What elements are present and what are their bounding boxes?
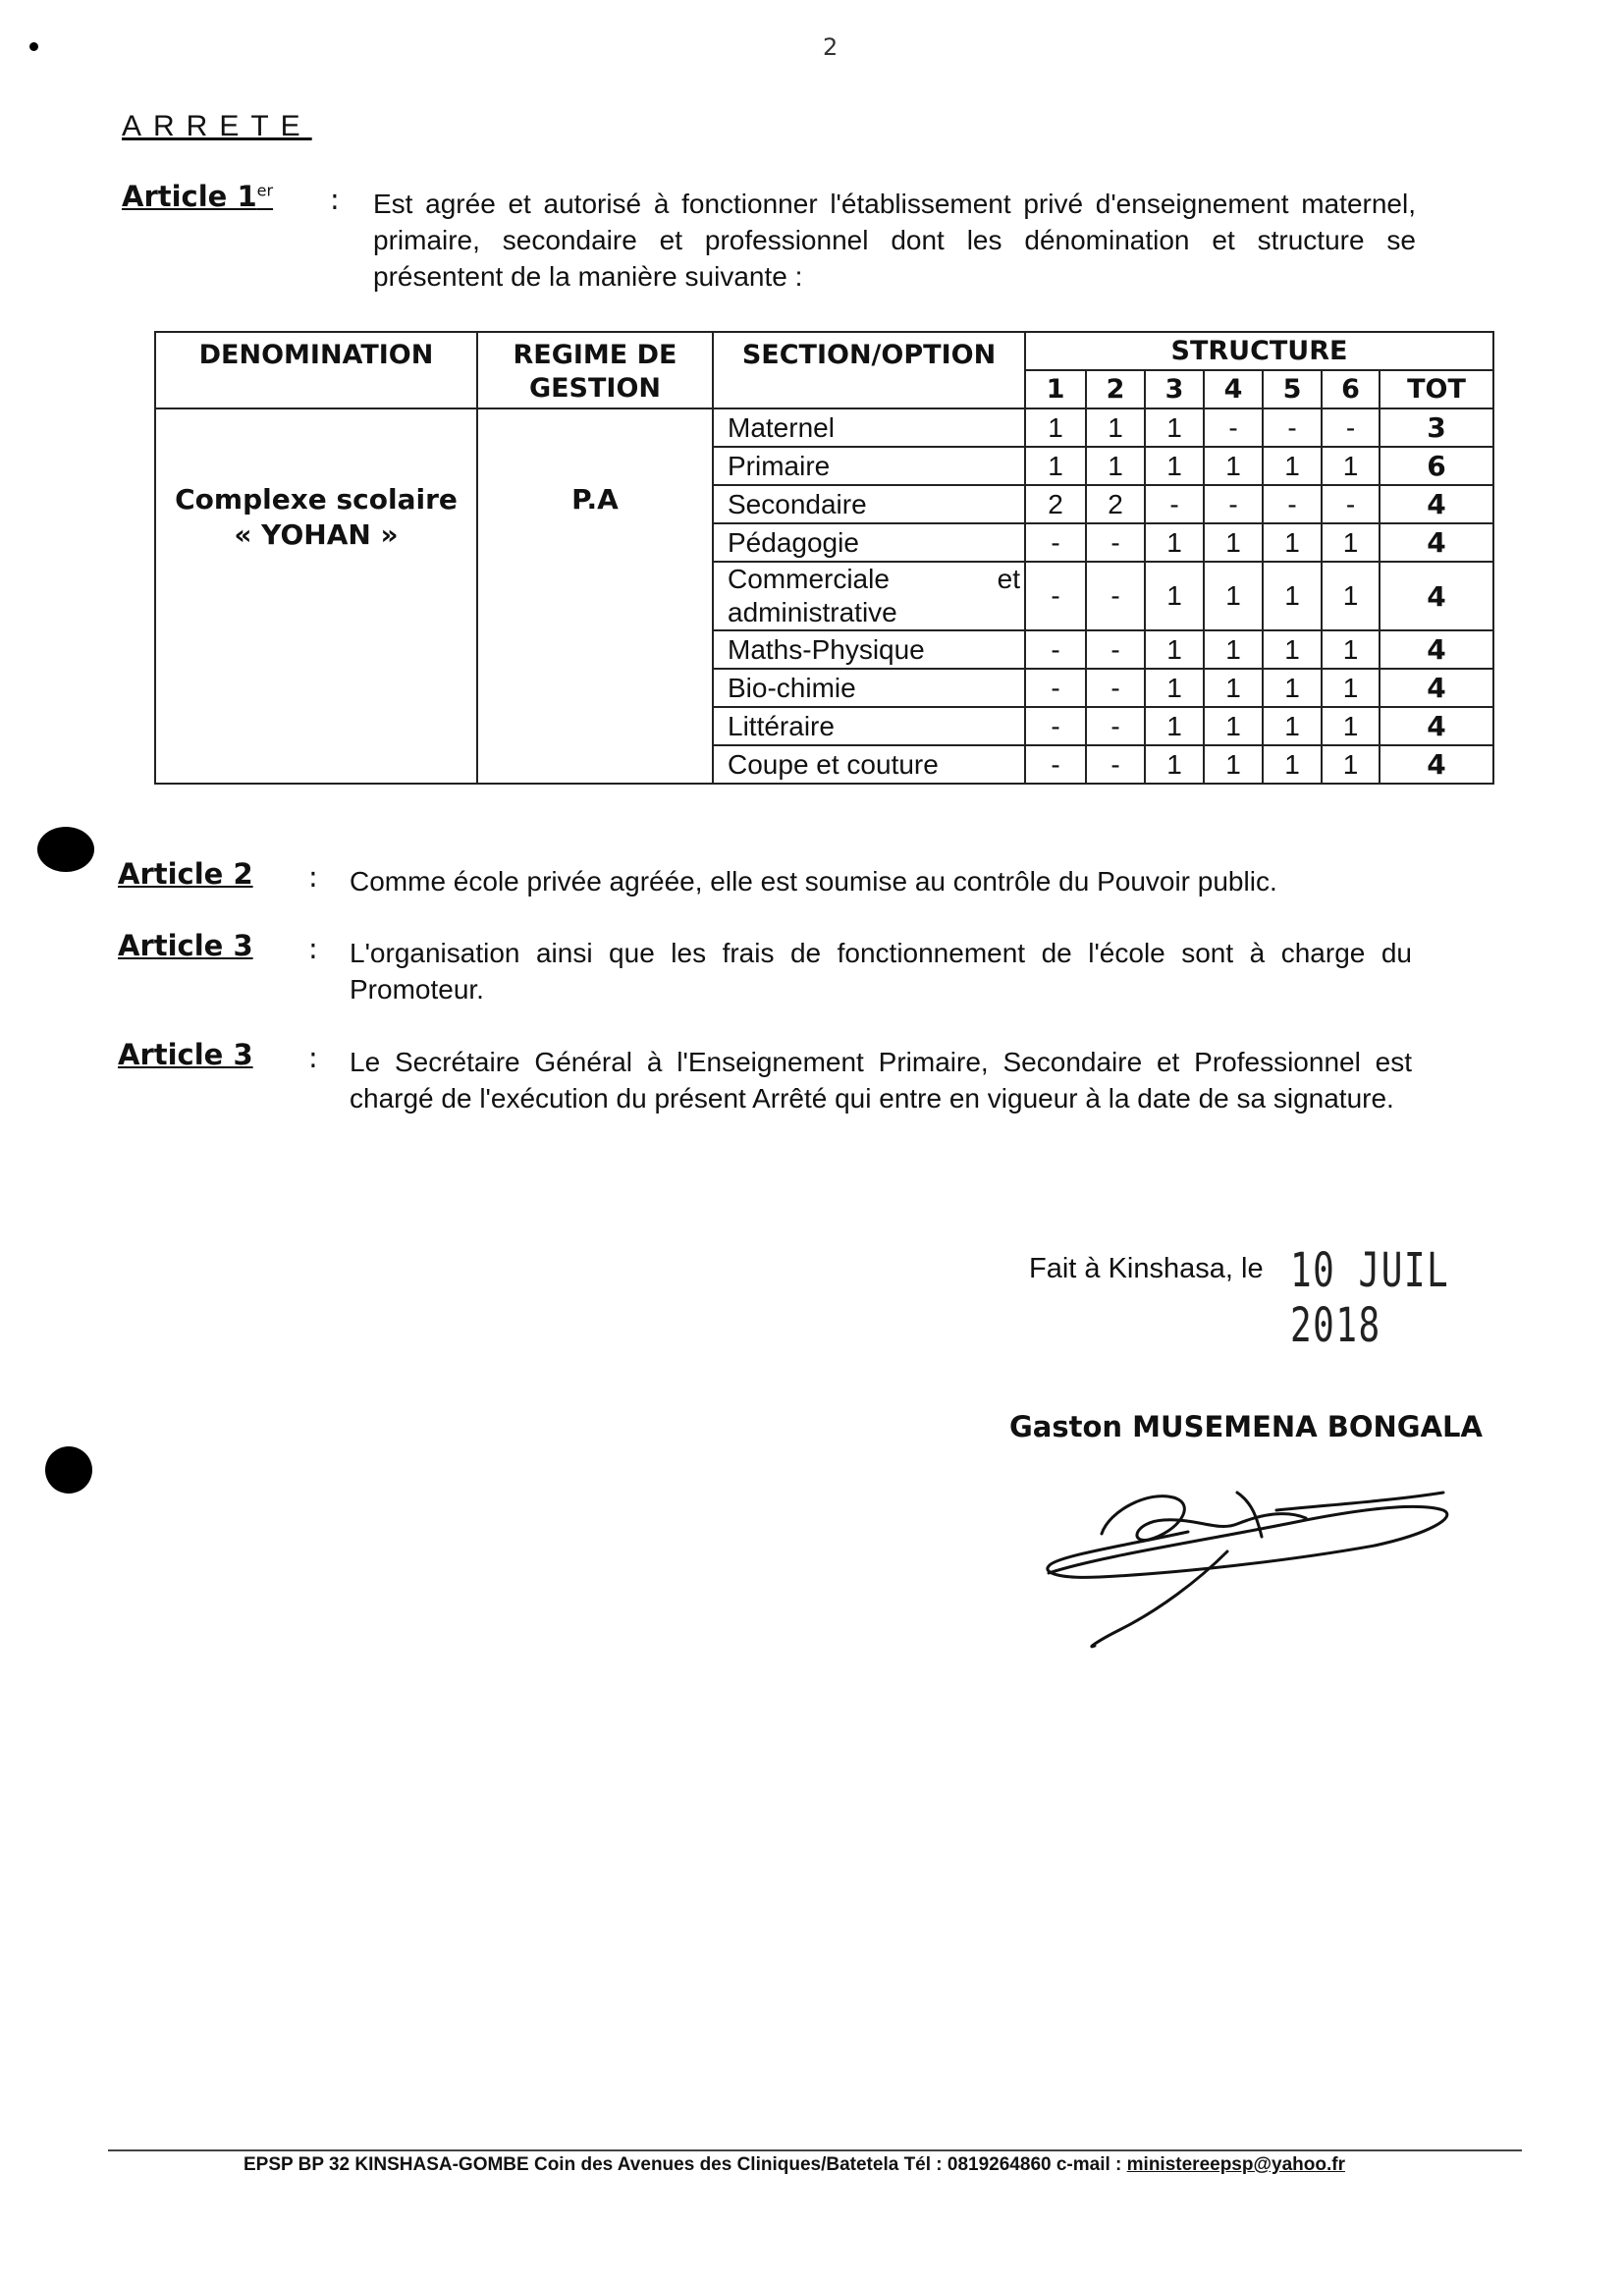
footer-email: ministereepsp@yahoo.fr [1126, 2154, 1345, 2175]
signatory-name: Gaston MUSEMENA BONGALA [1009, 1410, 1483, 1443]
header-year-6: 6 [1322, 370, 1380, 408]
total-cell: 4 [1380, 485, 1493, 523]
article-3-text: L'organisation ainsi que les frais de fonctionnement de l'école sont à charge du Promoteur. [350, 938, 1412, 1005]
footer-divider [108, 2149, 1522, 2151]
date-stamp: 10 JUIL 2018 [1290, 1243, 1450, 1353]
section-option-cell: Maternel [713, 408, 1025, 447]
article-2-text: Comme école privée agréée, elle est soumise au contrôle du Pouvoir public. [350, 866, 1277, 897]
year-count-cell: - [1025, 562, 1086, 630]
year-count-cell: 1 [1145, 669, 1204, 707]
year-count-cell: - [1263, 408, 1322, 447]
article-3-second-text: Le Secrétaire Général à l'Enseignement Primaire, Secondaire et Professionnel est chargé de l'exécution du présent Arrêté qui entre en vigueur à la date de sa signature. [350, 1047, 1412, 1114]
page-number: 2 [823, 33, 839, 61]
header-regime: REGIME DE GESTION [477, 332, 713, 408]
article-1-label: Article 1er [122, 180, 274, 213]
article-3-colon: : [308, 932, 318, 965]
year-count-cell: 1 [1204, 562, 1263, 630]
year-count-cell: 1 [1322, 523, 1380, 562]
year-count-cell: 1 [1263, 669, 1322, 707]
school-name-cell [155, 408, 477, 784]
school-name-line-2: « YOHAN » [234, 518, 399, 551]
table-row [155, 408, 1493, 447]
year-count-cell: - [1025, 745, 1086, 784]
section-option-cell: Bio-chimie [713, 669, 1025, 707]
header-structure: STRUCTURE [1025, 332, 1493, 370]
year-count-cell: 1 [1086, 408, 1145, 447]
total-cell: 4 [1380, 745, 1493, 784]
year-count-cell: - [1322, 485, 1380, 523]
article-1-colon: : [330, 183, 340, 216]
article-1-text: Est agrée et autorisé à fonctionner l'établissement privé d'enseignement maternel, primaire, secondaire et professionnel dont les dénomination et structure se présentent de la manière suivante : [373, 189, 1416, 292]
header-year-1: 1 [1025, 370, 1086, 408]
year-count-cell: 1 [1322, 447, 1380, 485]
header-year-4: 4 [1204, 370, 1263, 408]
year-count-cell: 1 [1145, 707, 1204, 745]
document-heading: ARRETE [122, 110, 312, 142]
scan-dot-mark [29, 42, 38, 51]
section-option-cell: Coupe et couture [713, 745, 1025, 784]
article-3-label: Article 3 [118, 929, 253, 962]
section-option-cell: Secondaire [713, 485, 1025, 523]
year-count-cell: 1 [1204, 630, 1263, 669]
punch-hole-mark [37, 827, 94, 872]
year-count-cell: - [1025, 707, 1086, 745]
year-count-cell: 1 [1322, 630, 1380, 669]
year-count-cell: - [1025, 669, 1086, 707]
section-option-cell: Primaire [713, 447, 1025, 485]
year-count-cell: 1 [1263, 523, 1322, 562]
punch-hole-mark [45, 1446, 92, 1494]
year-count-cell: 1 [1145, 408, 1204, 447]
year-count-cell: 1 [1145, 447, 1204, 485]
year-count-cell: 1 [1322, 562, 1380, 630]
year-count-cell: - [1204, 485, 1263, 523]
signature-graphic [1041, 1463, 1473, 1669]
header-year-7: TOT [1380, 370, 1493, 408]
year-count-cell: 1 [1263, 745, 1322, 784]
year-count-cell: 1 [1204, 523, 1263, 562]
year-count-cell: - [1086, 707, 1145, 745]
year-count-cell: - [1086, 630, 1145, 669]
header-denomination: DENOMINATION [155, 332, 477, 408]
article-3-second-label: Article 3 [118, 1038, 253, 1071]
year-count-cell: 1 [1263, 447, 1322, 485]
article-2-colon: : [308, 860, 318, 894]
total-cell: 4 [1380, 707, 1493, 745]
year-count-cell: 1 [1204, 669, 1263, 707]
year-count-cell: 1 [1145, 562, 1204, 630]
article-2-label: Article 2 [118, 857, 253, 891]
school-name-line-1: Complexe scolaire [175, 483, 458, 516]
section-option-cell: Maths-Physique [713, 630, 1025, 669]
year-count-cell: - [1086, 523, 1145, 562]
year-count-cell: 1 [1322, 669, 1380, 707]
total-cell: 4 [1380, 669, 1493, 707]
header-year-2: 2 [1086, 370, 1145, 408]
total-cell: 4 [1380, 630, 1493, 669]
year-count-cell: - [1204, 408, 1263, 447]
header-year-3: 3 [1145, 370, 1204, 408]
place-date-line: Fait à Kinshasa, le [1029, 1253, 1264, 1284]
year-count-cell: - [1025, 630, 1086, 669]
footer-address: EPSP BP 32 KINSHASA-GOMBE Coin des Avenues des Cliniques/Batetela Tél : 0819264860 c-mail : ministereepsp@yahoo.fr [244, 2154, 1345, 2175]
year-count-cell: 1 [1263, 707, 1322, 745]
year-count-cell: - [1145, 485, 1204, 523]
article-3-second-colon: : [308, 1041, 318, 1074]
year-count-cell: 1 [1204, 447, 1263, 485]
year-count-cell: - [1086, 745, 1145, 784]
year-count-cell: 1 [1145, 630, 1204, 669]
header-year-5: 5 [1263, 370, 1322, 408]
total-cell: 4 [1380, 562, 1493, 630]
year-count-cell: 1 [1145, 523, 1204, 562]
section-option-cell: Littéraire [713, 707, 1025, 745]
total-cell: 6 [1380, 447, 1493, 485]
year-count-cell: - [1322, 408, 1380, 447]
year-count-cell: 2 [1086, 485, 1145, 523]
year-count-cell: 1 [1322, 745, 1380, 784]
year-count-cell: 1 [1322, 707, 1380, 745]
year-count-cell: 1 [1263, 562, 1322, 630]
year-count-cell: - [1086, 562, 1145, 630]
year-count-cell: - [1086, 669, 1145, 707]
year-count-cell: 1 [1025, 447, 1086, 485]
total-cell: 3 [1380, 408, 1493, 447]
year-count-cell: 1 [1204, 707, 1263, 745]
year-count-cell: - [1025, 523, 1086, 562]
year-count-cell: 1 [1025, 408, 1086, 447]
year-count-cell: 1 [1086, 447, 1145, 485]
structure-table [154, 331, 1494, 785]
total-cell: 4 [1380, 523, 1493, 562]
section-option-cell: Pédagogie [713, 523, 1025, 562]
year-count-cell: 1 [1263, 630, 1322, 669]
section-option-cell: Commerciale et administrative [713, 562, 1025, 630]
year-count-cell: 1 [1204, 745, 1263, 784]
year-count-cell: - [1263, 485, 1322, 523]
year-count-cell: 1 [1145, 745, 1204, 784]
management-regime-cell: P.A [477, 408, 713, 784]
header-section-option: SECTION/OPTION [713, 332, 1025, 408]
year-count-cell: 2 [1025, 485, 1086, 523]
